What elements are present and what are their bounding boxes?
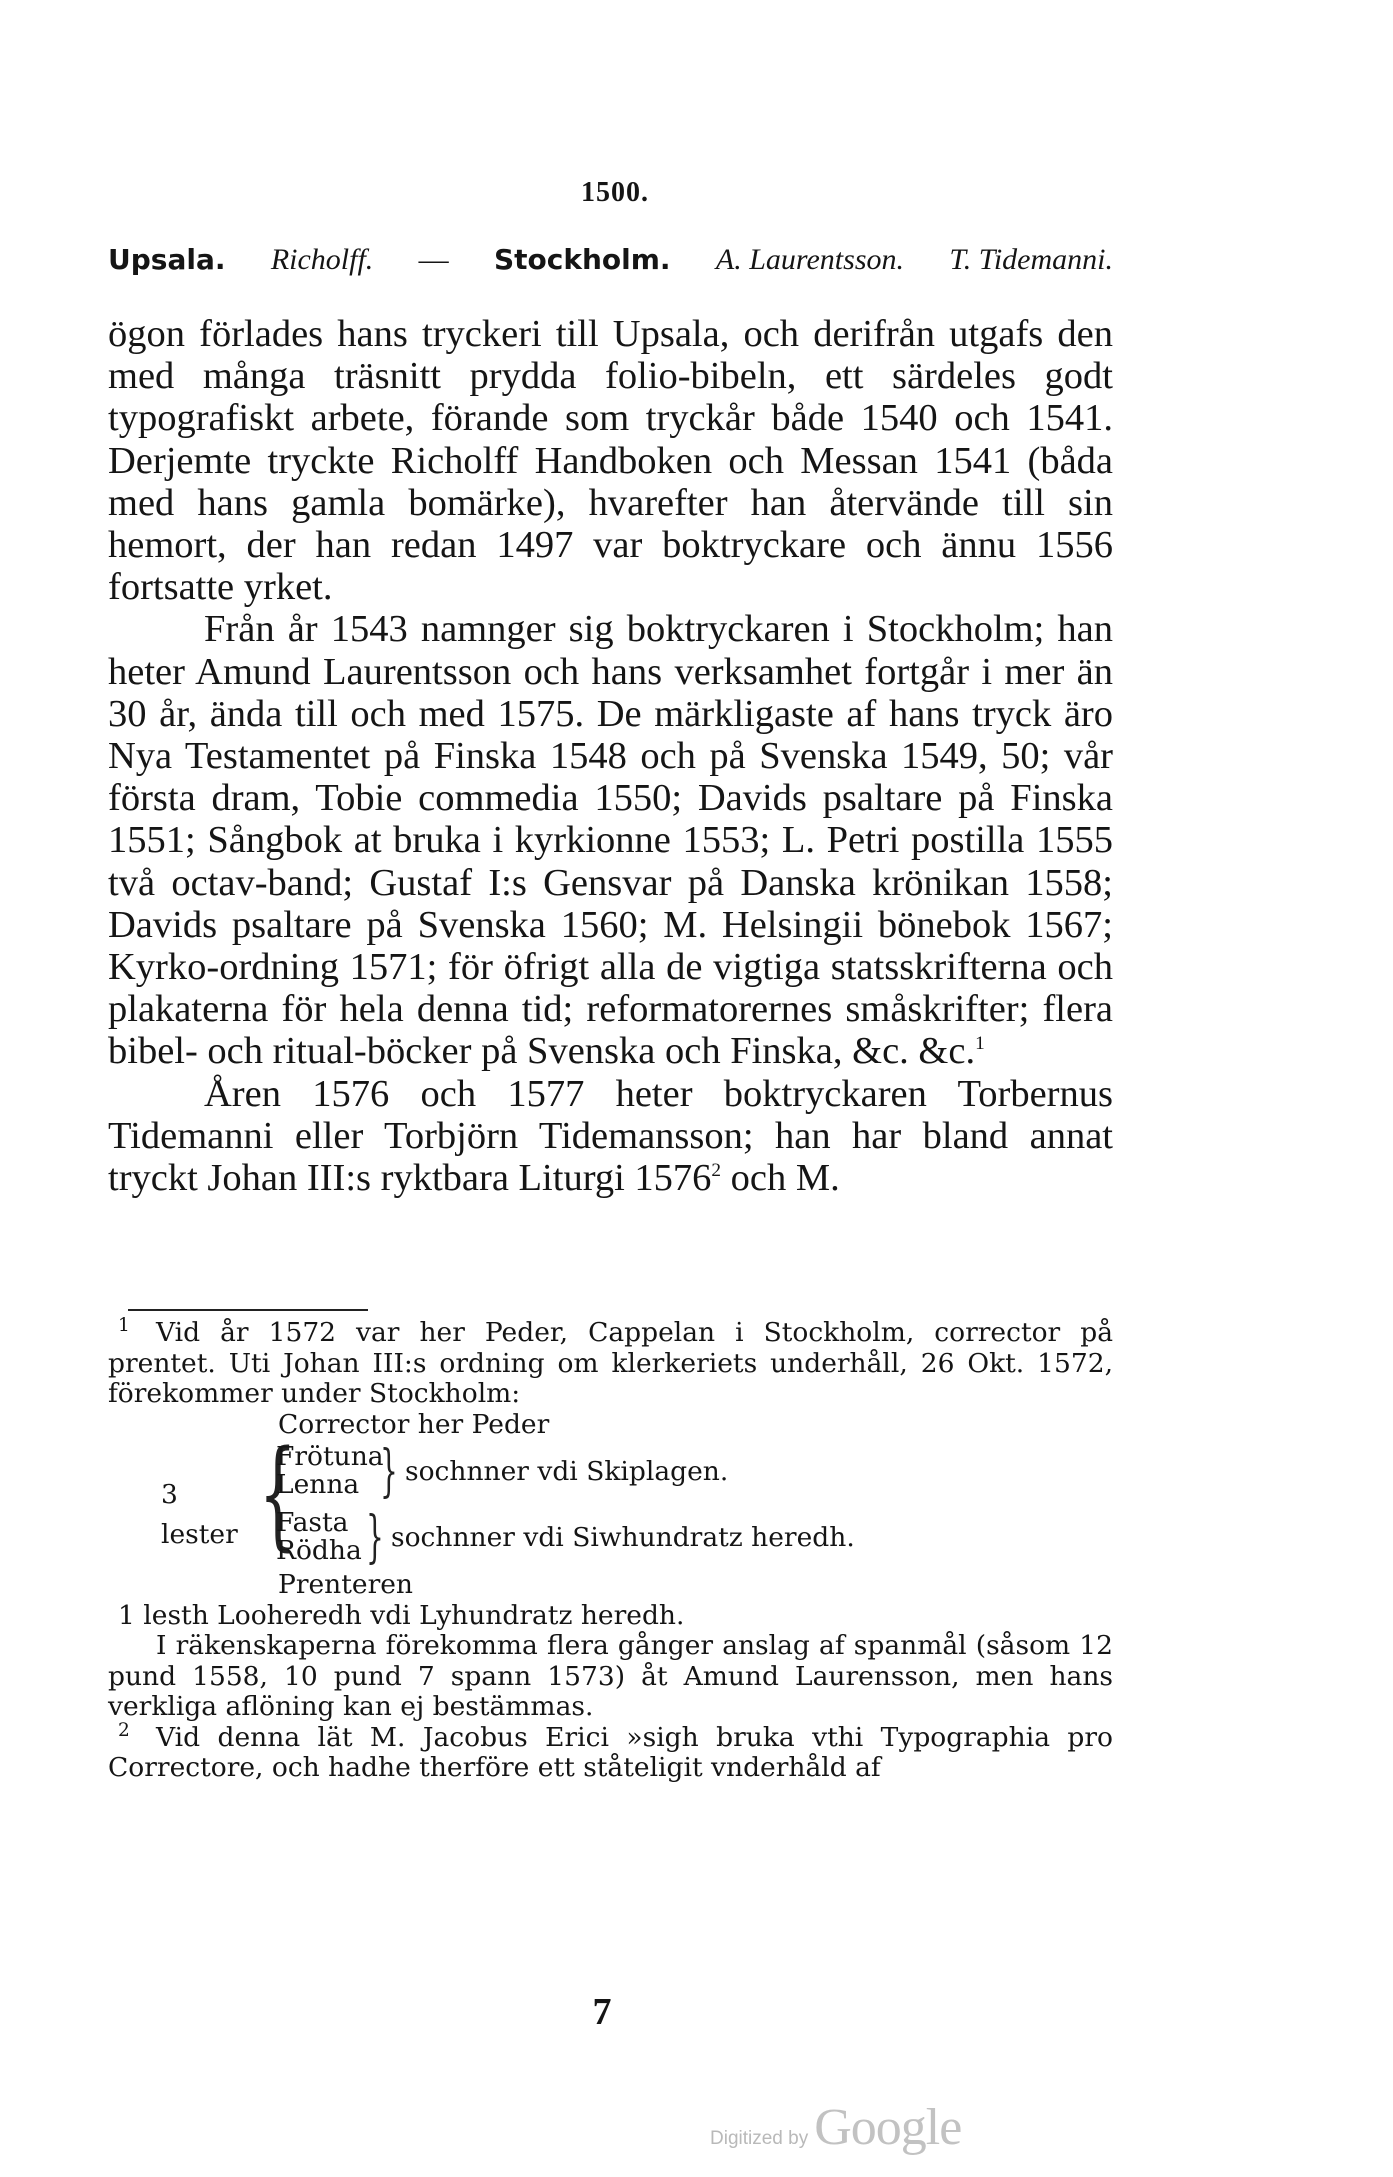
header-printer-tidemanni: T. Tidemanni. (949, 243, 1113, 276)
right-brace-icon: } (366, 1505, 384, 1570)
corrector-line: Corrector her Peder (278, 1408, 550, 1440)
header-printer-laurentsson: A. Laurentsson. (715, 243, 904, 276)
left-brace-icon: { (259, 1424, 297, 1562)
paragraph-2 (108, 608, 1113, 1072)
sochnner-skiplagen: sochnner vdi Skiplagen. (405, 1456, 729, 1487)
header-printer-richolff: Richolff. (270, 243, 374, 276)
prenteren-line: Prenteren (278, 1569, 413, 1600)
footnotes (108, 1315, 1113, 1784)
paragraph-3-text: Åren 1576 och 1577 heter boktryckaren Torbernus Tidemanni eller Torbjörn Tidemansson; han har bland annat tryckt Johan III:s ryktbara Liturgi 1576 (108, 1072, 1113, 1200)
paragraph-1 (108, 313, 1113, 608)
paragraph-3 (108, 1073, 1113, 1200)
digitized-by-label: Digitized by (710, 2128, 809, 2149)
footnote-rule (128, 1309, 368, 1311)
digitized-watermark (710, 2098, 961, 2157)
header-dash: — (418, 243, 449, 276)
lester-label: lester (161, 1519, 238, 1550)
main-text (108, 313, 1113, 1199)
paragraph-3-tail: och M. (721, 1157, 840, 1200)
header-place-upsala: Upsala. (108, 243, 226, 276)
footnote-1-text: Vid år 1572 var her Peder, Cappelan i Stockholm, corrector på prentet. Uti Johan III:s ordning om klerkeriets underhåll, 26 Okt. 1572, förekommer under Stockholm: (108, 1317, 1113, 1409)
parish-rodha: Rödha (276, 1535, 362, 1566)
footnote-1-paragraph: I räkenskaperna förekomma flera gånger anslag af spanmål (såsom 12 pund 1558, 10 pund 7 spann 1573) åt Amund Laurensson, men hans verkliga aflöning kan ej bestämmas. (108, 1630, 1113, 1722)
footnote-ref-1: 1 (975, 1033, 985, 1055)
parish-lenna: Lenna (276, 1469, 360, 1500)
paragraph-1-text: ögon förlades hans tryckeri till Upsala, och derifrån utgafs den med många träsnitt prydda folio-bibeln, ett särdeles godt typografiskt arbete, förande som tryckår både 1540 och 1541. Derjemte tryckte Richolff Handboken och Messan 1541 (båda med hans gamla bomärke), hvarefter han återvände till sin hemort, der han redan 1497 var boktryckare och ännu 1556 fortsatte yrket. (108, 313, 1113, 609)
footnote-2: 2 Vid denna lät M. Jacobus Erici »sigh bruka vthi Typographia pro Correctore, och hadhe therföre ett ståteligit vnderhåld af (108, 1719, 1113, 1783)
lesth-line: 1 lesth Looheredh vdi Lyhundratz heredh. (118, 1599, 685, 1631)
sochnner-siwhundratz: sochnner vdi Siwhundratz heredh. (391, 1522, 855, 1553)
right-brace-icon: } (380, 1439, 398, 1504)
header-place-stockholm: Stockholm. (493, 243, 671, 276)
footnote-1: 1 Vid år 1572 var her Peder, Cappelan i Stockholm, corrector på prentet. Uti Johan III:s ordning om klerkeriets underhåll, 26 Okt. 1572, förekommer under Stockholm: (108, 1315, 1113, 1409)
running-header (108, 243, 1113, 277)
parish-frotuna: Frötuna (276, 1441, 384, 1472)
footnote-2-text: Vid denna lät M. Jacobus Erici »sigh bruka vthi Typographia pro Correctore, och hadhe therföre ett ståteligit vnderhåld af (108, 1721, 1113, 1783)
parish-fasta: Fasta (276, 1507, 349, 1538)
paragraph-2-text: Från år 1543 namnger sig boktryckaren i Stockholm; han heter Amund Laurentsson och hans verksamhet fortgår i mer än 30 år, ända till och med 1575. De märkligaste af hans tryck äro Nya Testamentet på Finska 1548 och på Svenska 1549, 50; vår första dram, Tobie commedia 1550; Davids psaltare på Finska 1551; Sångbok at bruka i kyrkionne 1553; L. Petri postilla 1555 två octav-band; Gustaf I:s Gensvar på Danska krönikan 1558; Davids psaltare på Svenska 1560; M. Helsingii bönebok 1567; Kyrko-ordning 1571; för öfrigt alla de vigtiga statsskrifterna och plakaterna för hela denna tid; reformatorernes småskrifter; flera bibel- och ritual-böcker på Svenska och Finska, &c. &c. (108, 608, 1113, 1073)
running-year: 1500. (581, 177, 649, 208)
google-logo: Google (814, 2099, 962, 2156)
count-three: 3 (161, 1479, 178, 1510)
footnote-ref-2: 2 (711, 1160, 722, 1182)
page-number: 7 (592, 1991, 612, 2033)
